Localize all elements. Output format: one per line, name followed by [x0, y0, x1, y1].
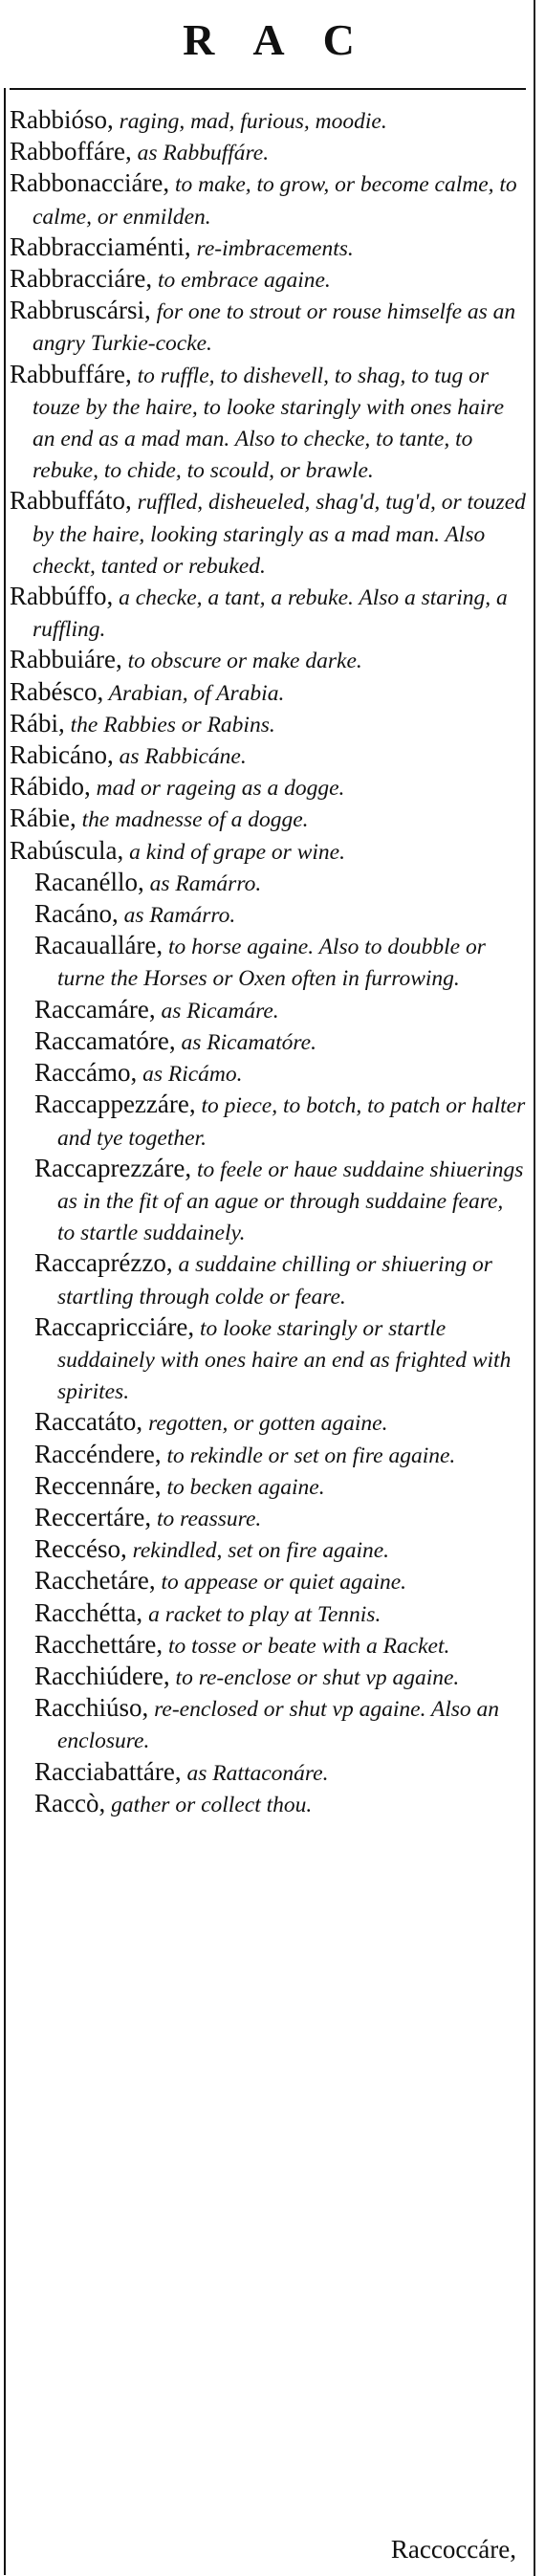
- definition: the Rabbies or Rabins.: [64, 712, 275, 738]
- entry: [10, 1789, 526, 1820]
- headword: Raccamatóre,: [34, 1025, 176, 1055]
- entry: [10, 995, 526, 1026]
- entry: [10, 899, 526, 931]
- headword: Reccéso,: [34, 1534, 127, 1564]
- entry: [10, 105, 526, 137]
- entry: [10, 1440, 526, 1471]
- headword: Racanéllo,: [34, 867, 144, 896]
- headword: Raccamáre,: [34, 994, 156, 1024]
- entry: [10, 1566, 526, 1597]
- headword: Rabúscula,: [10, 835, 124, 865]
- entry: [10, 1534, 526, 1566]
- headword: Rabicáno,: [10, 740, 114, 770]
- headword: Rabbuffáre,: [10, 359, 132, 388]
- definition: as Ricámo.: [137, 1062, 243, 1088]
- definition: to horse againe. Also to doubble or turne the Horses or Oxen often in furrowing.: [57, 935, 486, 992]
- headword: Racchiúso,: [34, 1693, 149, 1723]
- definition: gather or collect thou.: [105, 1792, 313, 1817]
- headword: Raccámo,: [34, 1058, 138, 1088]
- headword: Rabbonacciáre,: [10, 168, 170, 198]
- headword: Raccaprezzáre,: [34, 1153, 192, 1182]
- definition: the madnesse of a dogge.: [76, 807, 309, 833]
- headword: Rabbúffo,: [10, 582, 114, 611]
- entry: [10, 1630, 526, 1662]
- headword: Rabboffáre,: [10, 137, 132, 166]
- headword: Reccertáre,: [34, 1502, 152, 1531]
- definition: as Ricamatóre.: [175, 1029, 316, 1055]
- definition: to make, to grow, or become calme, to calme, or enmilden.: [33, 172, 517, 230]
- definition: to embrace againe.: [152, 268, 331, 294]
- catchword: Raccoccáre,: [390, 2535, 516, 2564]
- headword: Rabbuiáre,: [10, 645, 122, 674]
- definition: to becken againe.: [161, 1474, 325, 1500]
- entry: [10, 168, 526, 231]
- headword: Rabbióso,: [10, 105, 114, 134]
- definition: a kind of grape or wine.: [123, 839, 345, 865]
- entry: [10, 709, 526, 740]
- definition: to tosse or beate with a Racket.: [163, 1633, 450, 1659]
- headword: Rabésco,: [10, 676, 104, 706]
- headword: Rabbuffáto,: [10, 486, 132, 516]
- definition: raging, mad, furious, moodie.: [113, 109, 387, 134]
- entry: [10, 1058, 526, 1090]
- entry: [10, 1026, 526, 1058]
- right-page-edge: [534, 0, 535, 2576]
- entry: [10, 1693, 526, 1756]
- headword: Racchiúdere,: [34, 1661, 170, 1690]
- definition: as Rattaconáre.: [181, 1760, 329, 1786]
- entry: [10, 1407, 526, 1439]
- headword: Raccò,: [34, 1788, 106, 1817]
- entry: [10, 1312, 526, 1408]
- definition: as Ramárro.: [118, 903, 236, 929]
- entry-list: [10, 105, 526, 1820]
- entry: [10, 1090, 526, 1153]
- definition: regotten, or gotten againe.: [142, 1411, 388, 1437]
- entry: [10, 486, 526, 582]
- entry: [10, 804, 526, 835]
- definition: to ruffle, to dishevell, to shag, to tug or touze by the haire, to looke staringly with ones haire an end as a mad man. Also to checke, to tante, to rebuke, to chide, to scould, or brawle.: [33, 363, 504, 484]
- headword: Rabbruscársi,: [10, 296, 151, 325]
- headword: Racchetáre,: [34, 1566, 156, 1596]
- definition: as Ricamáre.: [155, 998, 279, 1024]
- definition: for one to strout or rouse himselfe as an angry Turkie-cocke.: [33, 299, 516, 357]
- definition: to rekindle or set on fire againe.: [161, 1442, 456, 1468]
- headword: Racchétta,: [34, 1597, 143, 1627]
- definition: Arabian, of Arabia.: [103, 680, 285, 706]
- definition: to piece, to botch, to patch or halter and tye together.: [57, 1093, 526, 1151]
- definition: a checke, a tant, a rebuke. Also a staring, a ruffling.: [33, 585, 508, 643]
- headword: Raccatáto,: [34, 1407, 143, 1437]
- entry: [10, 645, 526, 676]
- headword: Racaualláre,: [34, 931, 164, 960]
- headword: Raccéndere,: [34, 1439, 162, 1468]
- entry: [10, 1471, 526, 1503]
- definition: a suddaine chilling or shiuering or startling through colde or feare.: [57, 1252, 492, 1310]
- definition: to appease or quiet againe.: [155, 1570, 407, 1596]
- definition: to obscure or make darke.: [121, 649, 362, 674]
- definition: a racket to play at Tennis.: [142, 1601, 382, 1627]
- entry: [10, 232, 526, 264]
- headword: Racchettáre,: [34, 1629, 164, 1659]
- entry: [10, 1248, 526, 1311]
- definition: to re-enclose or shut vp againe.: [169, 1664, 460, 1690]
- definition: rekindled, set on fire againe.: [126, 1538, 390, 1564]
- headword: Rabbracciáre,: [10, 264, 153, 294]
- definition: as Ramárro.: [143, 870, 262, 896]
- entry: [10, 264, 526, 296]
- entry: [10, 1503, 526, 1534]
- definition: as Rabbuffáre.: [131, 141, 270, 166]
- definition: mad or rageing as a dogge.: [90, 776, 345, 802]
- headword: Rábido,: [10, 772, 91, 802]
- entry: [10, 1154, 526, 1249]
- entry: [10, 931, 526, 994]
- headword: Raccapricciáre,: [34, 1311, 195, 1341]
- definition: to feele or haue suddaine shiuerings as in the fit of an ague or through suddaine feare, to startle suddainely.: [57, 1156, 524, 1246]
- headword: Rabbracciaménti,: [10, 231, 191, 261]
- entry: [10, 360, 526, 487]
- entry: [10, 836, 526, 868]
- entry: [10, 772, 526, 804]
- entry: [10, 677, 526, 709]
- headword: Racciabattáre,: [34, 1756, 182, 1786]
- entry: [10, 296, 526, 359]
- entry: [10, 1757, 526, 1789]
- definition: re-enclosed or shut vp againe. Also an enclosure.: [57, 1697, 500, 1754]
- headword: Rábie,: [10, 804, 76, 833]
- headword: Raccaprézzo,: [34, 1248, 173, 1278]
- page-header: RAC: [183, 15, 393, 64]
- headword: Racáno,: [34, 899, 119, 929]
- definition: re-imbracements.: [190, 235, 354, 261]
- definition: as Rabbicáne.: [113, 744, 247, 770]
- entry: [10, 740, 526, 772]
- entry: [10, 137, 526, 168]
- headword: Raccappezzáre,: [34, 1090, 196, 1119]
- entry: [10, 582, 526, 645]
- headword: Reccennáre,: [34, 1470, 162, 1500]
- headword: Rábi,: [10, 708, 65, 738]
- header-rule: [10, 88, 526, 90]
- left-margin-rule: [4, 88, 6, 2575]
- definition: to reassure.: [151, 1506, 262, 1531]
- entry: [10, 868, 526, 899]
- definition: to looke staringly or startle suddainely with ones haire an end as frighted with spirites.: [57, 1315, 512, 1405]
- definition: ruffled, disheueled, shag'd, tug'd, or touzed by the haire, looking staringly as a mad man. Also checkt, tanted or rebuked.: [33, 490, 526, 579]
- entry: [10, 1598, 526, 1630]
- entry: [10, 1662, 526, 1693]
